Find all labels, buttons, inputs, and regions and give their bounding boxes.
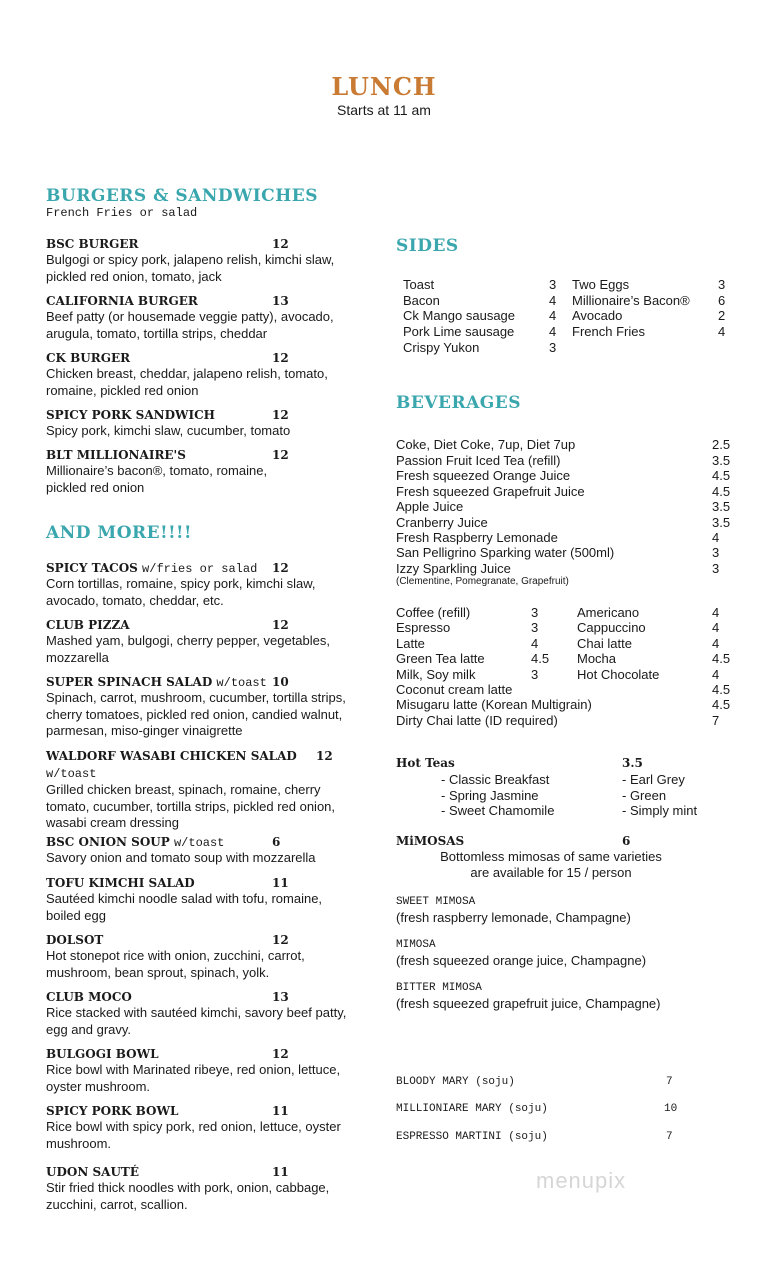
drink-name: Fresh Raspberry Lemonade bbox=[396, 530, 558, 545]
mimosas-note-2: are available for 15 / person bbox=[470, 865, 632, 880]
menu-item bbox=[46, 1164, 356, 1213]
item-description: Rice bowl with spicy pork, red onion, lettuce, oyster mushroom. bbox=[46, 1119, 341, 1151]
cocktail-price: 7 bbox=[666, 1076, 673, 1088]
side-name: Bacon bbox=[403, 293, 440, 308]
menu-item bbox=[46, 1046, 356, 1095]
coffee-name: Coconut cream latte bbox=[396, 682, 513, 697]
mimosa-name: SWEET MIMOSA bbox=[396, 896, 476, 908]
mimosa-description: (fresh raspberry lemonade, Champagne) bbox=[396, 910, 631, 925]
tea-name: - Spring Jasmine bbox=[441, 788, 539, 803]
coffee-price: 4.5 bbox=[712, 651, 731, 666]
coffee-name: Misugaru latte (Korean Multigrain) bbox=[396, 697, 592, 712]
burgers-subheading: French Fries or salad bbox=[46, 206, 198, 220]
item-name: CK BURGER bbox=[46, 351, 131, 365]
coffee-name: Americano bbox=[577, 605, 640, 620]
side-name: Two Eggs bbox=[572, 277, 630, 292]
item-description: Spicy pork, kimchi slaw, cucumber, tomato bbox=[46, 423, 291, 438]
coffee-name: Coffee (refill) bbox=[396, 605, 471, 620]
cocktail-name: ESPRESSO MARTINI (soju) bbox=[396, 1131, 548, 1143]
coffee-name: Green Tea latte bbox=[396, 651, 485, 666]
side-price: 3 bbox=[549, 340, 557, 355]
coffee-name: Dirty Chai latte (ID required) bbox=[396, 713, 558, 728]
item-price: 11 bbox=[272, 1165, 289, 1179]
item-description: Corn tortillas, romaine, spicy pork, kimchi slaw, avocado, tomato, cheddar, etc. bbox=[46, 576, 316, 608]
item-description: Spinach, carrot, mushroom, cucumber, tortilla strips, cherry tomatoes, pickled red onion, candied walnut, parmesan, miso-ginger vinaigrette bbox=[46, 690, 346, 738]
item-name: BLT MILLIONAIRE'S bbox=[46, 448, 186, 462]
mimosas-note-1: Bottomless mimosas of same varieties bbox=[440, 849, 662, 864]
item-description: Millionaire’s bacon®, tomato, romaine, pickled red onion bbox=[46, 463, 268, 495]
teas-heading: Hot Teas bbox=[396, 756, 455, 770]
coffee-price: 3 bbox=[531, 605, 539, 620]
item-name: SPICY TACOS bbox=[46, 561, 138, 575]
item-description: Bulgogi or spicy pork, jalapeno relish, kimchi slaw, pickled red onion, tomato, jack bbox=[46, 252, 335, 284]
drink-price: 2.5 bbox=[712, 437, 731, 452]
drink-price: 4.5 bbox=[712, 468, 731, 483]
coffee-name: Milk, Soy milk bbox=[396, 667, 476, 682]
side-name: Millionaire’s Bacon® bbox=[572, 293, 690, 308]
tea-name: - Classic Breakfast bbox=[441, 772, 550, 787]
item-description: Mashed yam, bulgogi, cherry pepper, vegetables, mozzarella bbox=[46, 633, 331, 665]
item-description: Savory onion and tomato soup with mozzarella bbox=[46, 850, 316, 865]
coffee-price: 4.5 bbox=[531, 651, 550, 666]
item-name: BSC BURGER bbox=[46, 237, 139, 251]
tea-name: - Sweet Chamomile bbox=[441, 803, 555, 818]
side-price: 3 bbox=[718, 277, 726, 292]
menu-item bbox=[46, 748, 356, 832]
side-name: Crispy Yukon bbox=[403, 340, 480, 355]
coffee-name: Chai latte bbox=[577, 636, 632, 651]
item-name: SPICY PORK BOWL bbox=[46, 1104, 179, 1118]
coffee-name: Latte bbox=[396, 636, 425, 651]
menu-item bbox=[46, 674, 356, 740]
item-name: TOFU KIMCHI SALAD bbox=[46, 876, 195, 890]
menu-item bbox=[46, 293, 356, 342]
cocktail-price: 10 bbox=[664, 1103, 678, 1115]
coffee-name: Hot Chocolate bbox=[577, 667, 660, 682]
item-price: 12 bbox=[272, 1047, 289, 1061]
menu-item bbox=[46, 447, 356, 496]
coffee-price: 4 bbox=[531, 636, 539, 651]
cocktail-name: BLOODY MARY (soju) bbox=[396, 1076, 515, 1088]
item-price: 12 bbox=[272, 408, 289, 422]
cocktail-price: 7 bbox=[666, 1131, 673, 1143]
mimosa-name: MIMOSA bbox=[396, 939, 436, 951]
item-description: Stir fried thick noodles with pork, onion, cabbage, zucchini, carrot, scallion. bbox=[46, 1180, 330, 1212]
menu-item bbox=[46, 407, 356, 440]
item-price: 12 bbox=[272, 618, 289, 632]
side-name: Ck Mango sausage bbox=[403, 308, 516, 323]
menu-item bbox=[46, 350, 356, 399]
menu-item bbox=[46, 834, 356, 867]
drink-name: San Pelligrino Sparking water (500ml) bbox=[396, 545, 615, 560]
item-name: WALDORF WASABI CHICKEN SALAD bbox=[46, 749, 297, 763]
menu-item bbox=[46, 560, 356, 609]
menu-item bbox=[46, 875, 356, 924]
item-name: DOLSOT bbox=[46, 933, 104, 947]
item-price: 11 bbox=[272, 1104, 289, 1118]
drink-name: Apple Juice bbox=[396, 499, 464, 514]
item-price: 10 bbox=[272, 675, 289, 689]
item-description: Grilled chicken breast, spinach, romaine, cherry tomato, cucumber, tortilla strips, pickled red onion, wasabi cream dressing bbox=[46, 782, 336, 830]
side-price: 4 bbox=[549, 324, 557, 339]
menu-item bbox=[46, 932, 356, 981]
coffee-price: 7 bbox=[712, 713, 720, 728]
item-suffix: w/fries or salad bbox=[142, 562, 258, 576]
drink-price: 3 bbox=[712, 545, 720, 560]
item-name: UDON SAUTÉ bbox=[46, 1165, 139, 1179]
menu-item bbox=[46, 617, 356, 666]
item-price: 12 bbox=[272, 351, 289, 365]
drink-price: 3.5 bbox=[712, 453, 731, 468]
coffee-name: Espresso bbox=[396, 620, 451, 635]
menu-item bbox=[46, 236, 356, 285]
side-price: 6 bbox=[718, 293, 726, 308]
item-name: CLUB PIZZA bbox=[46, 618, 130, 632]
item-price: 12 bbox=[272, 561, 289, 575]
mimosa-description: (fresh squeezed orange juice, Champagne) bbox=[396, 953, 647, 968]
more-heading: AND MORE!!!! bbox=[46, 523, 192, 543]
coffee-price: 4 bbox=[712, 636, 720, 651]
izzy-note: (Clementine, Pomegranate, Grapefruit) bbox=[396, 576, 569, 587]
coffee-price: 3 bbox=[531, 620, 539, 635]
cocktail-name: MILLIONIARE MARY (soju) bbox=[396, 1103, 548, 1115]
coffee-price: 4.5 bbox=[712, 697, 731, 712]
drink-price: 4 bbox=[712, 530, 720, 545]
item-price: 12 bbox=[272, 237, 289, 251]
menu-item bbox=[46, 1103, 356, 1152]
side-price: 4 bbox=[549, 308, 557, 323]
item-price: 11 bbox=[272, 876, 289, 890]
item-name: BSC ONION SOUP bbox=[46, 835, 170, 849]
item-name: SUPER SPINACH SALAD bbox=[46, 675, 213, 689]
item-description: Beef patty (or housemade veggie patty), avocado, arugula, tomato, tortilla strips, cheddar bbox=[46, 309, 334, 341]
drink-name: Passion Fruit Iced Tea (refill) bbox=[396, 453, 561, 468]
beverages-heading: BEVERAGES bbox=[396, 393, 522, 413]
item-suffix: w/toast bbox=[216, 676, 267, 690]
coffee-price: 4 bbox=[712, 667, 720, 682]
drink-name: Fresh squeezed Grapefruit Juice bbox=[396, 484, 585, 499]
drink-name: Izzy Sparkling Juice bbox=[396, 561, 511, 576]
item-price: 12 bbox=[272, 933, 289, 947]
drink-price: 3.5 bbox=[712, 515, 731, 530]
burgers-heading: BURGERS & SANDWICHES bbox=[46, 186, 319, 206]
sides-heading: SIDES bbox=[396, 236, 459, 256]
side-price: 2 bbox=[718, 308, 726, 323]
item-description: Rice bowl with Marinated ribeye, red onion, lettuce, oyster mushroom. bbox=[46, 1062, 341, 1094]
item-price: 12 bbox=[272, 448, 289, 462]
coffee-price: 3 bbox=[531, 667, 539, 682]
page-title: LUNCH bbox=[331, 72, 437, 101]
coffee-price: 4.5 bbox=[712, 682, 731, 697]
coffee-name: Cappuccino bbox=[577, 620, 646, 635]
item-name: SPICY PORK SANDWICH bbox=[46, 408, 215, 422]
tea-name: - Simply mint bbox=[622, 803, 698, 818]
drink-price: 3 bbox=[712, 561, 720, 576]
side-name: Avocado bbox=[572, 308, 623, 323]
coffee-name: Mocha bbox=[577, 651, 617, 666]
coffee-price: 4 bbox=[712, 620, 720, 635]
teas-price: 3.5 bbox=[622, 756, 643, 770]
tea-name: - Green bbox=[622, 788, 667, 803]
coffee-price: 4 bbox=[712, 605, 720, 620]
item-suffix: w/toast bbox=[46, 766, 97, 781]
mimosa-name: BITTER MIMOSA bbox=[396, 982, 482, 994]
side-name: Toast bbox=[403, 277, 435, 292]
mimosas-heading: MiMOSAS bbox=[396, 834, 465, 848]
item-description: Chicken breast, cheddar, jalapeno relish, tomato, romaine, pickled red onion bbox=[46, 366, 328, 398]
item-name: BULGOGI BOWL bbox=[46, 1047, 159, 1061]
item-name: CLUB MOCO bbox=[46, 990, 132, 1004]
item-price: 13 bbox=[272, 990, 289, 1004]
item-price: 6 bbox=[272, 835, 281, 849]
item-name: CALIFORNIA BURGER bbox=[46, 294, 198, 308]
drink-name: Coke, Diet Coke, 7up, Diet 7up bbox=[396, 437, 576, 452]
item-price: 12 bbox=[316, 749, 333, 763]
item-description: Hot stonepot rice with onion, zucchini, carrot, mushroom, bean sprout, spinach, yolk. bbox=[46, 948, 305, 980]
item-price: 13 bbox=[272, 294, 289, 308]
side-price: 3 bbox=[549, 277, 557, 292]
drink-price: 4.5 bbox=[712, 484, 731, 499]
side-name: French Fries bbox=[572, 324, 645, 339]
mimosas-price: 6 bbox=[622, 834, 631, 848]
item-description: Rice stacked with sautéed kimchi, savory beef patty, egg and gravy. bbox=[46, 1005, 347, 1037]
menu-item bbox=[46, 989, 356, 1038]
page-subtitle: Starts at 11 am bbox=[337, 102, 431, 118]
item-description: Sautéed kimchi noodle salad with tofu, romaine, boiled egg bbox=[46, 891, 323, 923]
side-price: 4 bbox=[549, 293, 557, 308]
side-name: Pork Lime sausage bbox=[403, 324, 515, 339]
item-suffix: w/toast bbox=[173, 836, 225, 850]
drink-name: Fresh squeezed Orange Juice bbox=[396, 468, 571, 483]
mimosa-description: (fresh squeezed grapefruit juice, Champagne) bbox=[396, 996, 661, 1011]
watermark-logo: menupix bbox=[536, 1168, 627, 1193]
tea-name: - Earl Grey bbox=[622, 772, 685, 787]
drink-name: Cranberry Juice bbox=[396, 515, 488, 530]
side-price: 4 bbox=[718, 324, 726, 339]
drink-price: 3.5 bbox=[712, 499, 731, 514]
